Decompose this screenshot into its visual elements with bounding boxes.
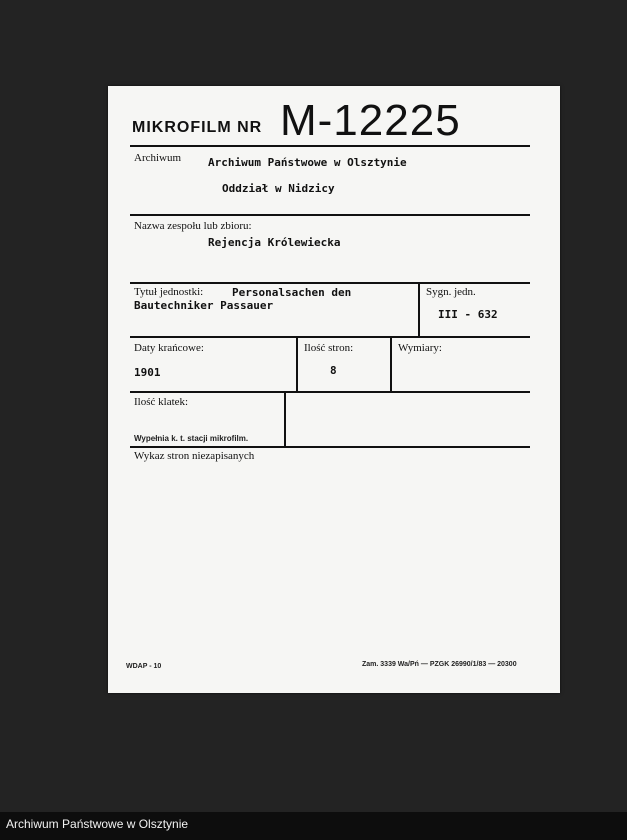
tytul-label: Tytuł jednostki: bbox=[134, 286, 204, 298]
section-rule bbox=[130, 446, 530, 448]
archiwum-label: Archiwum bbox=[134, 152, 182, 164]
wymiary-label: Wymiary: bbox=[398, 342, 442, 354]
wykaz-label: Wykaz stron niezapisanych bbox=[134, 450, 255, 462]
column-divider bbox=[296, 336, 298, 392]
footer-left: WDAP - 10 bbox=[126, 663, 162, 670]
oddzial-value: Oddział w Nidzicy bbox=[222, 182, 335, 195]
daty-value: 1901 bbox=[134, 366, 161, 379]
tytul-value-line2: Bautechniker Passauer bbox=[134, 299, 274, 312]
header-rule bbox=[130, 145, 530, 147]
caption-bar bbox=[0, 812, 627, 840]
wypelnia-label: Wypełnia k. t. stacji mikrofilm. bbox=[134, 434, 249, 443]
ilosc-stron-label: Ilość stron: bbox=[304, 342, 354, 354]
column-divider bbox=[284, 391, 286, 448]
ilosc-klatek-label: Ilość klatek: bbox=[134, 396, 189, 408]
header-label: MIKROFILM NR bbox=[132, 119, 263, 136]
sygn-label: Sygn. jedn. bbox=[426, 286, 476, 298]
daty-label: Daty krańcowe: bbox=[134, 342, 204, 354]
sygn-value: III - 632 bbox=[438, 308, 498, 321]
column-divider bbox=[390, 336, 392, 392]
ilosc-stron-value: 8 bbox=[330, 364, 337, 377]
section-rule bbox=[130, 336, 530, 338]
section-rule bbox=[130, 391, 530, 393]
section-rule bbox=[130, 282, 530, 284]
footer-right: Zam. 3339 Wa/Pń — PZGK 26990/1/83 — 20300 bbox=[362, 661, 517, 668]
page-caption: Archiwum Państwowe w Olsztynie bbox=[6, 817, 189, 831]
tytul-value-line1: Personalsachen den bbox=[232, 286, 352, 299]
microfilm-card bbox=[108, 86, 560, 693]
zespol-label: Nazwa zespołu lub zbioru: bbox=[134, 220, 252, 232]
section-rule bbox=[130, 214, 530, 216]
column-divider bbox=[418, 282, 420, 338]
film-number: M-12225 bbox=[280, 96, 461, 145]
archiwum-value: Archiwum Państwowe w Olsztynie bbox=[208, 156, 407, 169]
zespol-value: Rejencja Królewiecka bbox=[208, 236, 341, 249]
